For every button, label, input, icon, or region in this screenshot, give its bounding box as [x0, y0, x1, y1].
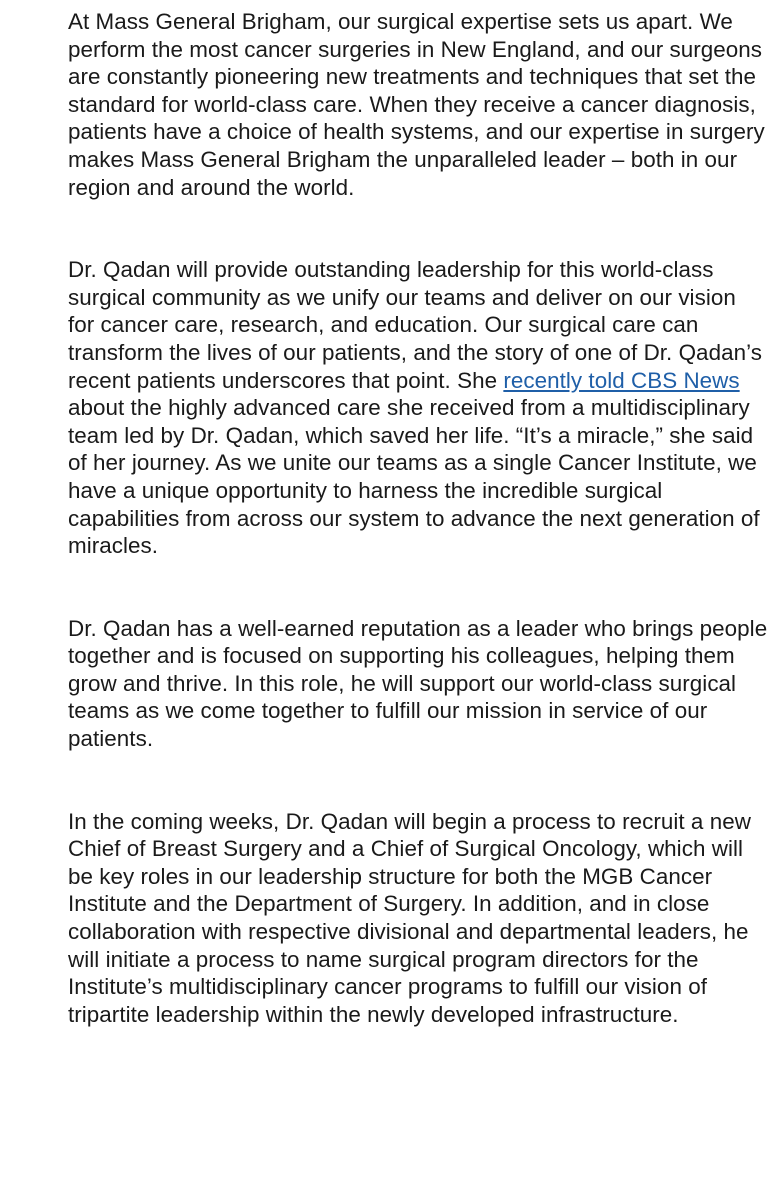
cbs-news-link[interactable]: recently told CBS News	[503, 367, 740, 393]
paragraph-surgical-expertise: At Mass General Brigham, our surgical expertise sets us apart. We perform the most cancer surgeries in New England, and our surgeons are constantly pioneering new treatments and techniques that set the standard for world-class care. When they receive a cancer diagnosis, patients have a choice of health systems, and our expertise in surgery makes Mass General Brigham the unparalleled leader – both in our region and around the world.	[68, 9, 765, 200]
paragraph-leadership	[68, 256, 768, 560]
document-body	[68, 8, 768, 1028]
paragraph-leadership-text-after: about the highly advanced care she received from a multidisciplinary team led by Dr. Qadan, which saved her life. “It’s a miracle,” she said of her journey. As we unite our teams as a single Cancer Institute, we have a unique opportunity to harness the incredible surgical capabilities from across our system to advance the next generation of miracles.	[68, 395, 760, 559]
paragraph-reputation: Dr. Qadan has a well-earned reputation as a leader who brings people together and is focused on supporting his colleagues, helping them grow and thrive. In this role, he will support our world-class surgical teams as we come together to fulfill our mission in service of our patients.	[68, 615, 768, 752]
paragraph-leadership-text-before: Dr. Qadan will provide outstanding leadership for this world-class surgical community as we unify our teams and deliver on our vision for cancer care, research, and education. Our surgical care can transform the lives of our patients, and the story of one of Dr. Qadan’s recent patients underscores that point. She	[68, 257, 762, 393]
paragraph-recruitment: In the coming weeks, Dr. Qadan will begin a process to recruit a new Chief of Breast Surgery and a Chief of Surgical Oncology, which will be key roles in our leadership structure for both the MGB Cancer Institute and the Department of Surgery. In addition, and in close collaboration with respective divisional and departmental leaders, he will initiate a process to name surgical program directors for the Institute’s multidisciplinary cancer programs to fulfill our vision of tripartite leadership within the newly developed infrastructure.	[68, 808, 751, 1027]
